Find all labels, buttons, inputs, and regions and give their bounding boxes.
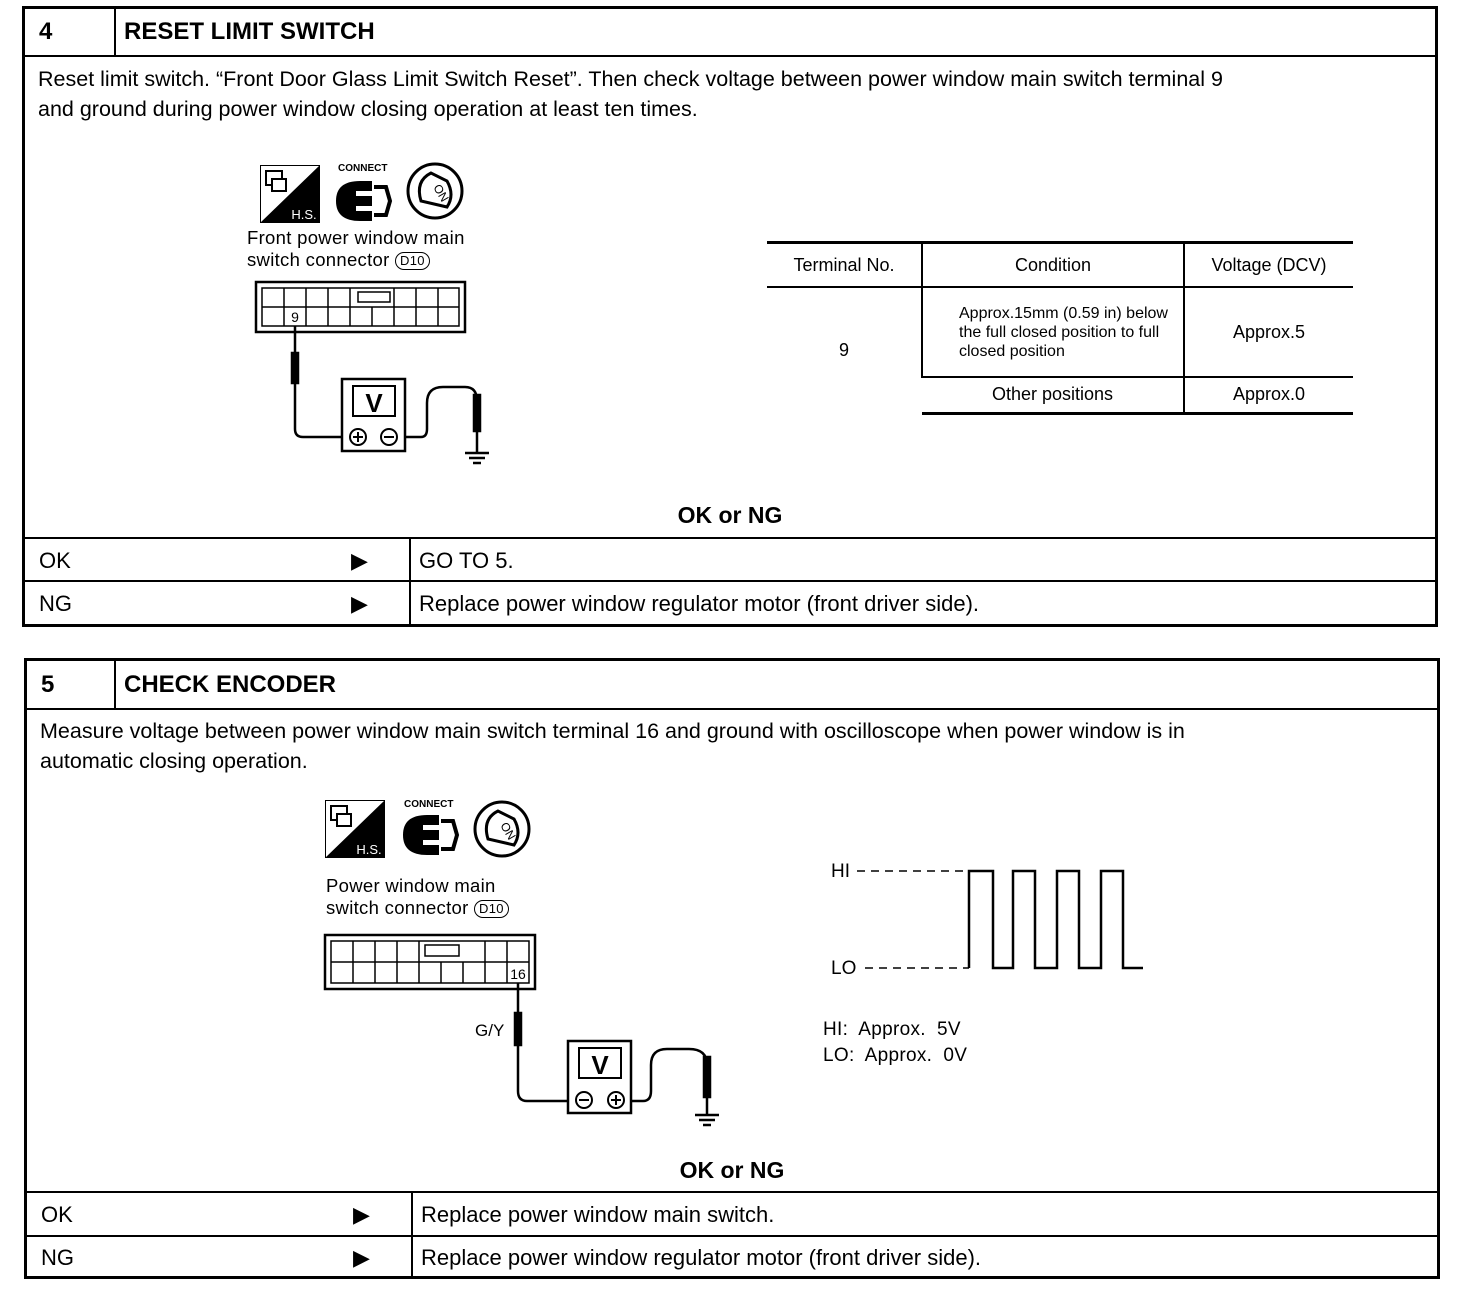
terminal-cell: 9 (767, 287, 922, 413)
step-title: RESET LIMIT SWITCH (124, 18, 375, 45)
connector-id-badge: D10 (474, 900, 509, 918)
arrow-icon: ▶ (351, 547, 368, 573)
svg-text:ON: ON (497, 819, 519, 843)
oscilloscope-waveform (857, 871, 1143, 968)
waveform-lo-label: LO (831, 958, 857, 979)
spec-table (767, 241, 1353, 415)
waveform-legend (823, 1017, 967, 1069)
result-row-ng (27, 1235, 1437, 1278)
condition-cell: Approx.15mm (0.59 in) below the full closed position to full closed position (922, 287, 1184, 377)
result-action: Replace power window regulator motor (front driver side). (421, 1244, 982, 1270)
condition-cell: Other positions (922, 377, 1184, 413)
connector-id-badge: D10 (395, 252, 430, 270)
step-instruction: Reset limit switch. “Front Door Glass Limit Switch Reset”. Then check voltage between power window main switch terminal 9 and ground during power window closing operation at least ten times. (38, 67, 1223, 121)
voltage-cell: Approx.5 (1184, 287, 1353, 377)
svg-text:H.S.: H.S. (291, 207, 317, 222)
arrow-icon: ▶ (351, 591, 368, 616)
voltage-cell: Approx.0 (1184, 377, 1353, 413)
result-heading: OK or NG (677, 502, 783, 528)
arrow-icon: ▶ (353, 1244, 370, 1270)
legend-lo: LO: Approx. 0V (823, 1045, 968, 1066)
waveform-hi-label: HI (831, 861, 850, 882)
connector-d10 (256, 282, 465, 332)
table-header-condition: Condition (922, 243, 1184, 288)
result-row-ng (25, 580, 1435, 626)
result-code: OK (41, 1202, 73, 1227)
result-action: Replace power window main switch. (421, 1202, 775, 1227)
result-row-ok (27, 1191, 1437, 1237)
terminal-9-label: 9 (291, 309, 299, 325)
result-heading: OK or NG (679, 1157, 785, 1183)
result-code: NG (39, 591, 72, 616)
table-header-terminal: Terminal No. (767, 243, 922, 288)
step-4-box (22, 6, 1438, 627)
svg-text:H.S.: H.S. (356, 842, 382, 857)
connector-label: Front power window main switch connector D10 (247, 227, 465, 270)
result-action: Replace power window regulator motor (front driver side). (419, 591, 980, 616)
connect-icon-label: CONNECT (338, 163, 388, 174)
wire-color-label: G/Y (475, 1021, 505, 1040)
svg-text:ON: ON (430, 181, 452, 205)
result-row-ok (25, 537, 1435, 582)
connector-label: Power window main switch connector D10 (326, 875, 509, 919)
table-row (767, 287, 1353, 377)
voltmeter-label: V (591, 1050, 609, 1080)
step-number: 4 (25, 9, 116, 55)
connector-d10 (325, 935, 535, 989)
step-number: 5 (27, 661, 116, 708)
terminal-16-label: 16 (510, 966, 526, 982)
result-code: OK (39, 547, 71, 573)
result-action: GO TO 5. (419, 547, 514, 573)
connector-meter-diagram (27, 661, 1443, 1282)
legend-hi: HI: Approx. 5V (823, 1019, 961, 1040)
voltmeter-label: V (365, 388, 383, 418)
arrow-icon: ▶ (353, 1202, 370, 1227)
step-5-box (24, 658, 1440, 1279)
step-instruction: Measure voltage between power window main switch terminal 16 and ground with oscilloscope when power window is in automatic closing operation. (40, 719, 1185, 773)
table-header-voltage: Voltage (DCV) (1184, 243, 1353, 288)
step-title: CHECK ENCODER (124, 670, 337, 698)
result-code: NG (41, 1244, 74, 1270)
connect-icon-label: CONNECT (404, 799, 454, 810)
